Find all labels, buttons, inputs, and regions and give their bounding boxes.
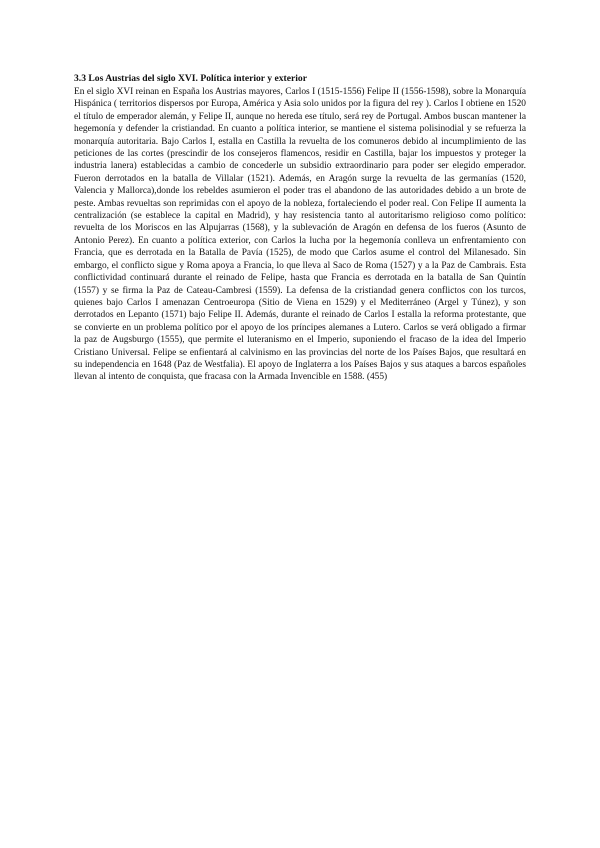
body-paragraph: En el siglo XVI reinan en España los Austrias mayores, Carlos I (1515-1556) Felipe II (1556-1598), sobre la Monarquía Hispánica ( territorios dispersos por Europa, América y Asia solo unidos por la figura del rey ). Carlos I obtiene en 1520 el título de emperador alemán, y Felipe II, aunque no hereda ese título, será rey de Portugal. Ambos buscan mantener la hegemonía y defender la cristiandad. En cuanto a política interior, se mantiene el sistema polisinodial y se refuerza la monarquía autoritaria. Bajo Carlos I, estalla en Castilla la revuelta de los comuneros debido al incumplimiento de las peticiones de las cortes (prescindir de los consejeros flamencos, residir en Castilla, bajar los impuestos y proteger la industria lanera) establecidas a cambio de concederle un subsidio extraordinario para poder ser elegido emperador. Fueron derrotados en la batalla de Villalar (1521). Además, en Aragón surge la revuelta de las germanías (1520, Valencia y Mallorca),donde los rebeldes asumieron el poder tras el abandono de las autoridades debido a un brote de peste. Ambas revueltas son reprimidas con el apoyo de la nobleza, fortaleciendo el poder real. Con Felipe II aumenta la centralización (se establece la capital en Madrid), y hay resistencia tanto al autoritarismo religioso como político: revuelta de los Moriscos en las Alpujarras (1568), y la sublevación de Aragón en defensa de los fueros (Asunto de Antonio Perez). En cuanto a política exterior, con Carlos la lucha por la hegemonía conlleva un enfrentamiento con Francia, que es derrotada en la Batalla de Pavía (1525), de modo que Carlos asume el control del Milanesado. Sin embargo, el conflicto sigue y Roma apoya a Francia, lo que lleva al Saco de Roma (1527) y a la Paz de Cambrais. Esta conflictividad continuará durante el reinado de Felipe, hasta que Francia es derrotada en la batalla de San Quintín (1557) y se firma la Paz de Cateau-Cambresi (1559). La defensa de la cristiandad genera conflictos con los turcos, quienes bajo Carlos I amenazan Centroeuropa (Sitio de Viena en 1529) y el Mediterráneo (Argel y Túnez), y son derrotados en Lepanto (1571) bajo Felipe II. Además, durante el reinado de Carlos I estalla la reforma protestante, que se convierte en un problema político por el apoyo de los príncipes alemanes a Lutero. Carlos se verá obligado a firmar la paz de Augsburgo (1555), que permite el luteranismo en el Imperio, suponiendo el fracaso de la idea del Imperio Cristiano Universal. Felipe se enfientará al calvinismo en las provincias del norte de los Países Bajos, que resultará en su independencia en 1648 (Paz de Westfalia). El apoyo de Inglaterra a los Países Bajos y sus ataques a barcos españoles llevan al intento de conquista, que fracasa con la Armada Invencible en 1588. (455) bbox=[74, 87, 526, 383]
section-heading: 3.3 Los Austrias del siglo XVI. Política interior y exterior bbox=[74, 73, 307, 84]
document-content bbox=[74, 72, 526, 384]
